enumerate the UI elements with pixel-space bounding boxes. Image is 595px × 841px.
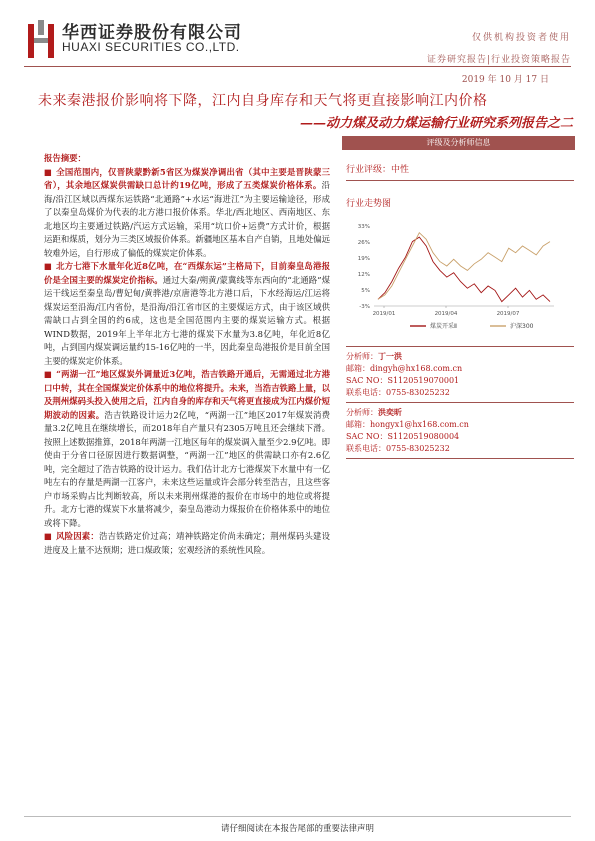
y-tick-label: 33% (357, 224, 370, 230)
company-logo-icon (28, 20, 54, 58)
rating-value: 中性 (391, 165, 410, 175)
industry-rating (346, 162, 409, 175)
summary-p1-highlight: 全国范围内，仅晋陕蒙黔新5省区为煤炭净调出省（其中主要是晋陕蒙三省），其余地区煤炭供需缺口总计约19亿吨，形成了五类煤炭价格体系。 (44, 166, 330, 190)
panel-heading: 评级及分析师信息 (342, 136, 575, 150)
y-tick-label: 12% (357, 272, 370, 278)
summary-p1-text: 沿海/沿江区域以西煤东运铁路“北通路”+水运“海进江”为主要运输途径，形成了以秦皇岛煤价为代表的北方港口报价体系。华北/西北地区、西南地区、东北地区均主要通过铁路/汽运方式运输，采用“坑口价+运费”方式计价，根据运距和煤质，划分为三类区域报价体系。新疆地区基本自产自销，且地处偏远较难外运，自行形成了偏低的煤炭定价体系。 (44, 180, 330, 258)
legal-notice: 请仔细阅读在本报告尾部的重要法律声明 (220, 824, 374, 834)
analyst-phone: 0755-83025232 (386, 388, 450, 397)
report-subtitle: ——动力煤及动力煤运输行业研究系列报告之二 (299, 116, 573, 131)
panel-divider (346, 180, 574, 181)
report-summary (44, 152, 330, 557)
summary-p2-highlight: 北方七港下水量年化近8亿吨，在“西煤东运”主格局下，目前秦皇岛港报价是全国主要的煤炭定价指标。 (44, 261, 330, 285)
y-tick-label: -3% (359, 304, 370, 310)
report-type: 证券研究报告|行业投资策略报告 (426, 55, 571, 65)
panel-divider (346, 346, 574, 347)
analyst-name-label: 分析师： (346, 352, 378, 361)
x-tick-label: 2019/01 (372, 311, 396, 317)
y-tick-label: 26% (357, 240, 370, 246)
header-divider (24, 66, 571, 67)
risk-text: 浩吉铁路定价过高；靖神铁路定价尚未确定；荆州煤码头建设进度及上量不达预期；进口煤政策；宏观经济的系统性风险。 (44, 531, 330, 555)
email-label: 邮箱： (346, 364, 370, 373)
summary-p2-text: 通过大秦/朔黄/蒙冀线等东西向的“北通路”煤运干线运至秦皇岛/曹妃甸/黄骅港/京唐港等北方港口后，下水经海运/江运将煤炭运至沿海/江内省份，是沿海/沿江省市区的主要煤运方式，由于该区域供需缺口占到全国的约6成，这也是全国范围内主要的煤炭运输方式。根据WIND数据，2019年上半年北方七港的煤炭下水量为3.8亿吨，年化近8亿吨，占到国内煤炭调运量约15-16亿吨的一半，因此秦皇岛港报价是目前全国主要的煤炭定价体系。 (44, 274, 330, 366)
sac-label: SAC NO： (346, 432, 388, 441)
risk-paragraph (44, 530, 330, 557)
report-date: 2019 年 10 月 17 日 (461, 75, 549, 85)
summary-paragraph-3 (44, 368, 330, 530)
y-tick-label: 5% (361, 288, 370, 294)
summary-heading: 报告摘要： (44, 153, 86, 163)
legend-label: 沪深300 (510, 323, 534, 330)
summary-p3-highlight: “两湖一江”地区煤炭外调量近3亿吨，浩吉铁路开通后，无需通过北方港口中转，其在全国煤炭定价体系中的地位将提升。未来，当浩吉铁路上量，以及荆州煤码头投入使用之后，江内自身的库存和天气将更直接成为江内煤价短期波动的因素。 (44, 369, 330, 420)
phone-label: 联系电话： (346, 444, 386, 453)
analyst-sac: S1120519070001 (387, 376, 460, 385)
analyst-name: 洪奕昕 (378, 407, 402, 417)
report-title: 未来秦港报价影响将下降，江内自身库存和天气将更直接影响江内价格 (38, 93, 488, 109)
legend-label: 煤炭开采Ⅱ (430, 323, 457, 330)
analyst-info-2 (346, 406, 469, 455)
trend-chart-title: 行业走势图 (346, 199, 392, 209)
summary-paragraph-2 (44, 260, 330, 368)
bullet-icon: ■ (44, 531, 53, 541)
rating-label: 行业评级： (346, 165, 392, 175)
panel-divider (346, 402, 574, 403)
risk-label: 风险因素： (56, 531, 99, 541)
x-tick-label: 2019/07 (496, 311, 520, 317)
y-tick-label: 19% (357, 256, 370, 262)
analyst-name: 丁一洪 (378, 351, 402, 361)
bullet-icon: ■ (44, 261, 53, 271)
footer-divider (24, 816, 571, 817)
audience-note: 仅供机构投资者使用 (471, 33, 571, 43)
brand-name-en: HUAXI SECURITIES CO.,LTD. (62, 40, 240, 54)
summary-paragraph-1 (44, 166, 330, 261)
analyst-email[interactable]: dingyh@hx168.com.cn (370, 364, 463, 373)
brand-name-cn: 华西证券股份有限公司 (62, 23, 242, 43)
phone-label: 联系电话： (346, 388, 386, 397)
series-line-1 (378, 233, 550, 300)
analyst-info-1 (346, 350, 462, 399)
analyst-name-label: 分析师： (346, 408, 378, 417)
x-tick-label: 2019/04 (434, 311, 458, 317)
bullet-icon: ■ (44, 166, 53, 177)
analyst-phone: 0755-83025232 (386, 444, 450, 453)
panel-divider (346, 458, 574, 459)
bullet-icon: ■ (44, 369, 53, 379)
summary-p3-text: 浩吉铁路设计运力2亿吨，“两湖一江”地区2017年煤炭消费量3.2亿吨且在继续增长，而2018年自产量只有2305万吨且还会继续下滑。按照上述数据推算，2018年两湖一江地区每年的煤炭调入量至少2.9亿吨。即使由于分省口径原因进行数据调整，“两湖一江”地区的供需缺口亦有2.6亿吨，完全超过了浩吉铁路的设计运力。我们估计北方七港煤炭下水量中有一亿吨左右的存量是两湖一江客户，未来这些运量或许会部分转至浩吉，且这些客户市场采购占比判断较高，所以未来荆州煤港的报价在市场中的地位或将提升。北方七港的煤炭下水量将减少，秦皇岛港动力煤报价在价格体系中的地位或将下降。 (44, 409, 330, 528)
analyst-sac: S1120519080004 (387, 432, 460, 441)
email-label: 邮箱： (346, 420, 370, 429)
sac-label: SAC NO： (346, 376, 388, 385)
analyst-email[interactable]: hongyx1@hx168.com.cn (370, 420, 469, 429)
trend-chart (340, 214, 580, 344)
